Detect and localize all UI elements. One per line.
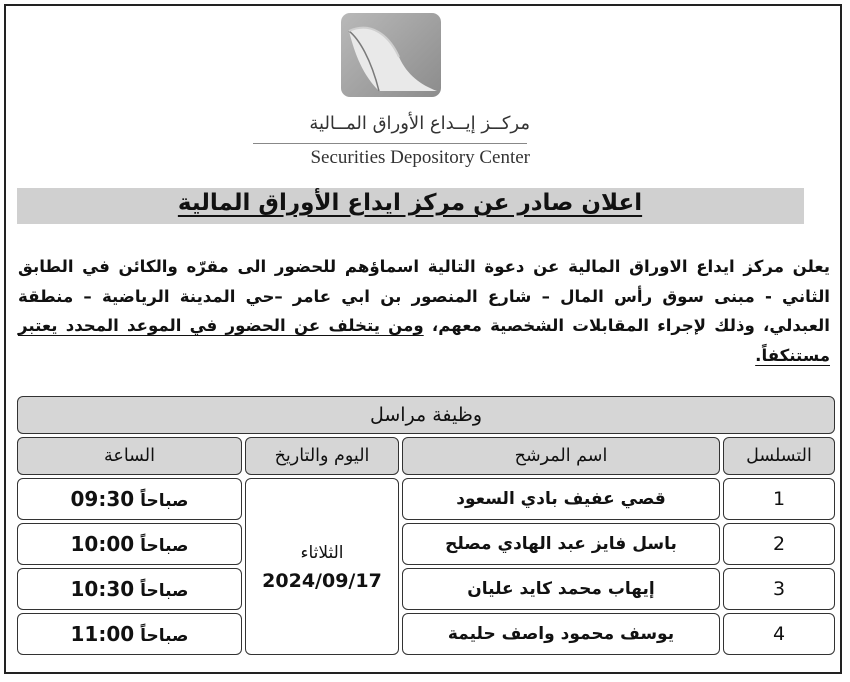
header-serial: التسلسل [723,437,835,475]
header-day-date: اليوم والتاريخ [245,437,399,475]
candidate-name-cell: إيهاب محمد كايد عليان [402,568,720,610]
serial-cell: 1 [723,478,835,520]
header-row [17,437,835,475]
page-curl-logo-icon [341,13,441,97]
announcement-body [18,252,830,370]
interview-date: 2024/09/17 [262,569,382,592]
job-title: وظيفة مراسل [17,396,835,434]
serial-cell: 2 [723,523,835,565]
serial-cell: 3 [723,568,835,610]
time-suffix: صباحاً [140,626,189,646]
logo-english-name: Securities Depository Center [310,147,530,168]
candidate-name-cell: قصي عفيف بادي السعود [402,478,720,520]
header-candidate: اسم المرشح [402,437,720,475]
time-suffix: صباحاً [140,581,189,601]
time-value: 10:00 [70,532,135,556]
interview-day: الثلاثاء [300,542,344,563]
announcement-headline: اعلان صادر عن مركز ايداع الأوراق المالية [177,190,643,216]
serial-cell: 4 [723,613,835,655]
time-value: 11:00 [70,622,135,646]
time-suffix: صباحاً [140,536,189,556]
table-row [17,613,835,655]
time-value: 10:30 [70,577,135,601]
time-cell [17,568,242,610]
time-value: 09:30 [70,487,135,511]
body-warning-text: ومن يتخلف عن الحضور في الموعد المحدد يعتبر مستنكفاً. [18,316,830,365]
body-text: يعلن مركز ايداع الاوراق المالية عن دعوة التالية اسماؤهم للحضور الى مقرّه والكائن في الطابق الثاني - مبنى سوق رأس المال – شارع المنصور بن ابي عامر –حي المدينة الرياضية – منطقة العبدلي، وذلك لإجراء المقابلات الشخصية معهم، [18,257,830,335]
day-date-cell [245,478,399,655]
job-title-row [17,396,835,434]
table-row [17,478,835,520]
time-cell [17,613,242,655]
candidate-name-cell: باسل فايز عبد الهادي مصلح [402,523,720,565]
logo-arabic-name: مركــز إيــداع الأوراق المــالية [309,113,530,134]
table-row [17,568,835,610]
time-cell [17,523,242,565]
header-time: الساعة [17,437,242,475]
interview-schedule-table [14,393,838,658]
candidate-name-cell: يوسف محمود واصف حليمة [402,613,720,655]
table-row [17,523,835,565]
logo-divider [253,143,527,144]
time-suffix: صباحاً [140,491,189,511]
time-cell [17,478,242,520]
